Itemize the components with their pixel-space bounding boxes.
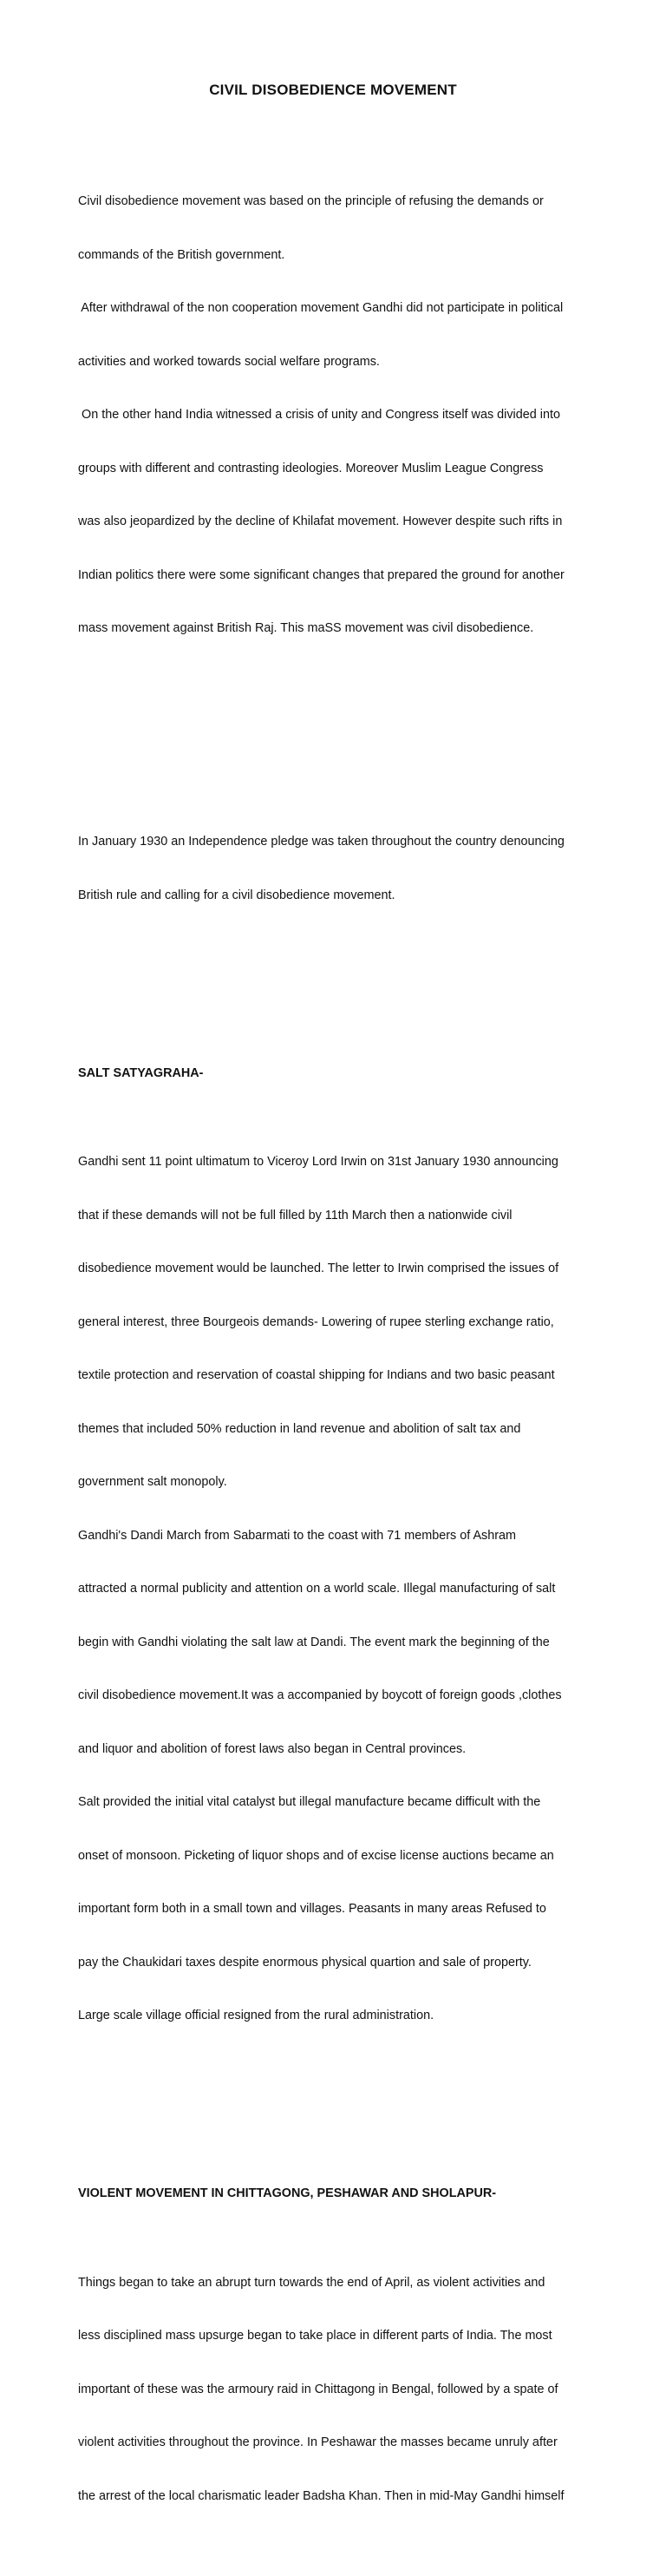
text-line: Civil disobedience movement was based on the principle of refusing the demands or [78,194,544,208]
violent-movement-heading: VIOLENT MOVEMENT IN CHITTAGONG, PESHAWAR AND SHOLAPUR- [78,2186,497,2200]
text-line: After withdrawal of the non cooperation movement Gandhi did not participate in political [78,301,564,315]
text-line: government salt monopoly. [78,1475,227,1489]
document-body [78,121,597,2576]
text-line: the arrest of the local charismatic leader Badsha Khan. Then in mid-May Gandhi himself [78,2488,565,2503]
text-line: disobedience movement would be launched. The letter to Irwin comprised the issues of [78,1262,559,1275]
text-line: important of these was the armoury raid in Chittagong in Bengal, followed by a spate of [78,2382,558,2396]
text-line: and liquor and abolition of forest laws also began in Central provinces. [78,1741,467,1756]
text-line: Indian politics there were some significant changes that prepared the ground for another [78,567,565,582]
intro-paragraph [78,157,597,673]
text-line: In January 1930 an Independence pledge was taken throughout the country denouncing [78,835,565,849]
pledge-paragraph [78,797,597,940]
text-line: violent activities throughout the province. In Peshawar the masses became unruly after [78,2435,558,2449]
text-line: attracted a normal publicity and attention on a world scale. Illegal manufacturing of salt [78,1582,556,1596]
text-line: civil disobedience movement.It was a accompanied by boycott of foreign goods ,clothes [78,1688,562,1702]
text-line: that if these demands will not be full filled by 11th March then a nationwide civil [78,1208,513,1222]
text-line: Gandhi sent 11 point ultimatum to Viceroy Lord Irwin on 31st January 1930 announcing [78,1155,558,1169]
text-line: pay the Chaukidari taxes despite enormous physical quartion and sale of property. [78,1955,532,1970]
paragraph-spacer [78,2114,597,2132]
text-line: Salt provided the initial vital catalyst but illegal manufacture became difficult with the [78,1795,541,1809]
text-line: less disciplined mass upsurge began to take place in different parts of India. The most [78,2329,552,2343]
text-line: themes that included 50% reduction in land revenue and abolition of salt tax and [78,1421,521,1436]
paragraph-spacer [78,993,597,1012]
text-line: textile protection and reservation of coastal shipping for Indians and two basic peasant [78,1368,555,1382]
text-line: On the other hand India witnessed a crisis of unity and Congress itself was divided into [78,408,560,422]
text-line: commands of the British government. [78,247,285,262]
text-line: groups with different and contrasting ideologies. Moreover Muslim League Congress [78,461,544,475]
text-line: mass movement against British Raj. This maSS movement was civil disobedience. [78,621,534,635]
text-line: Large scale village official resigned from the rural administration. [78,2009,434,2022]
paragraph-spacer [78,726,597,744]
violent-movement-paragraph [78,2238,597,2541]
salt-satyagraha-paragraph [78,1118,597,2061]
text-line: activities and worked towards social welfare programs. [78,354,380,369]
text-line: was also jeopardized by the decline of Khilafat movement. However despite such rifts in [78,515,563,528]
text-line: general interest, three Bourgeois demands- Lowering of rupee sterling exchange ratio, [78,1314,554,1329]
text-line: onset of monsoon. Picketing of liquor shops and of excise license auctions became an [78,1848,554,1863]
text-line: British rule and calling for a civil disobedience movement. [78,888,395,902]
text-line: important form both in a small town and villages. Peasants in many areas Refused to [78,1902,546,1916]
text-line: Gandhi's Dandi March from Sabarmati to the coast with 71 members of Ashram [78,1528,517,1543]
document-title: CIVIL DISOBEDIENCE MOVEMENT [209,82,457,98]
text-line: begin with Gandhi violating the salt law at Dandi. The event mark the beginning of the [78,1635,550,1649]
text-line: Things began to take an abrupt turn towards the end of April, as violent activities and [78,2275,545,2290]
salt-satyagraha-heading: SALT SATYAGRAHA- [78,1065,204,1080]
